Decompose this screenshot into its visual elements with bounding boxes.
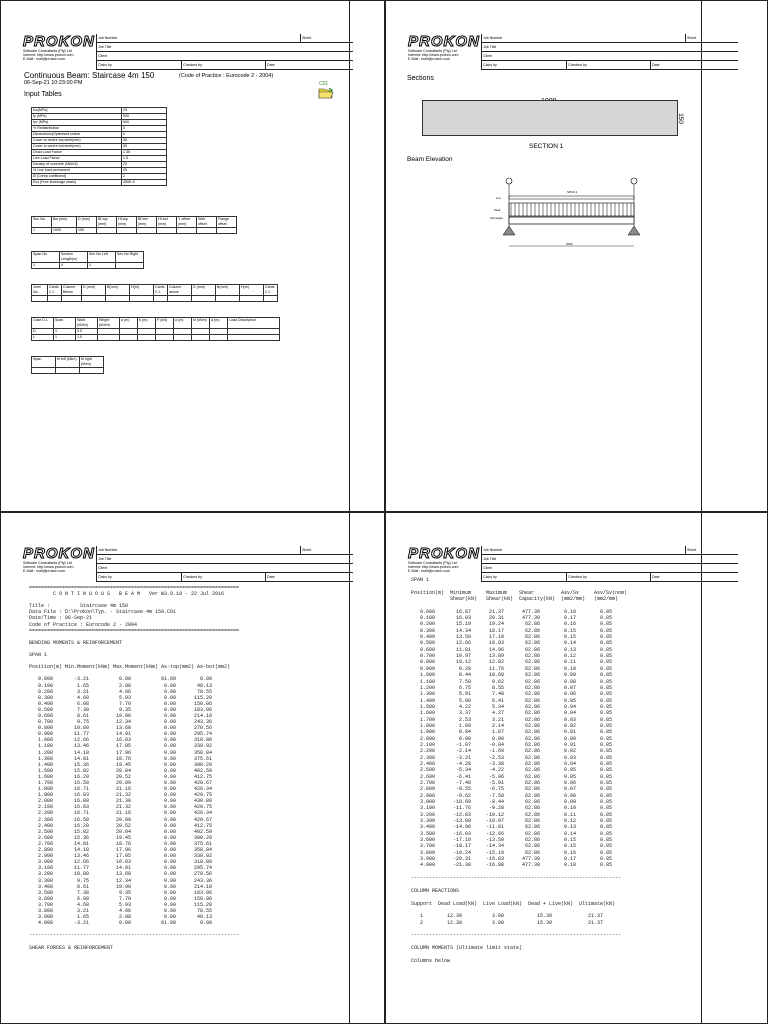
table-cell: Dead Load Factor: [32, 150, 122, 156]
table-cell: Cover to centre bot steel(mm): [32, 144, 122, 150]
table-row: [32, 180, 167, 186]
table-row: [32, 318, 280, 329]
table-cell: 1: [54, 329, 76, 335]
table-cell: [62, 296, 82, 302]
table-cell: [32, 296, 48, 302]
table-cell: Sec No Right: [116, 252, 144, 263]
table-cell: [130, 296, 154, 302]
sheet-label: Sheet: [302, 548, 312, 552]
table-row: [32, 252, 144, 263]
job-title-label: Job Title: [97, 43, 353, 52]
code-of-practice: (Code of Practice : Eurocode 2 - 2004): [179, 73, 274, 79]
table-cell: 3.5: [76, 329, 98, 335]
table-cell: [168, 296, 192, 302]
checked-by-label: Checked by: [183, 575, 202, 579]
table-cell: P (kN): [156, 318, 174, 329]
table-cell: [82, 296, 106, 302]
table-cell: [98, 335, 120, 341]
table-cell: B(mm): [106, 285, 130, 296]
table-cell: [138, 335, 156, 341]
table-cell: [264, 296, 278, 302]
table-cell: Live Load Factor: [32, 156, 122, 162]
table-cell: 350E-6: [122, 180, 167, 186]
table-cell: 35: [122, 138, 167, 144]
table-cell: [174, 335, 192, 341]
calcs-by-label: Calcs by: [483, 63, 497, 67]
table-cell: 1000: [52, 228, 77, 234]
title-block: [23, 546, 353, 582]
table-row: [32, 228, 237, 234]
job-number-label: Job Number: [98, 548, 118, 552]
client-label: Client: [97, 564, 353, 573]
moments-table: [31, 356, 104, 374]
svg-text:Dead: Dead: [494, 209, 501, 212]
table-cell: fy (MPa): [32, 114, 122, 120]
table-cell: [216, 296, 240, 302]
sheet-page-3: [0, 512, 385, 1024]
table-cell: a (m): [174, 318, 192, 329]
table-cell: Bf-bot (mm): [137, 217, 157, 228]
table-cell: Span No: [32, 252, 60, 263]
table-cell: Wa/b (kN/m): [76, 318, 98, 329]
table-cell: [120, 335, 138, 341]
sheet-page-2: [385, 0, 768, 512]
table-cell: [156, 335, 174, 341]
table-cell: Flange offset: [217, 217, 237, 228]
prokon-logo: PROKON Software Consultants (Pty) Ltd Internet: http://www.prokon.com E-Mail : mail@prokon.com: [23, 33, 95, 62]
sections-table: [31, 216, 237, 234]
calcs-by-label: Calcs by: [98, 63, 112, 67]
header-fields: [481, 34, 738, 70]
table-cell: [192, 335, 210, 341]
table-cell: D: [32, 329, 54, 335]
table-cell: fyv (MPa): [32, 120, 122, 126]
table-cell: Cante. C.f.: [49, 285, 60, 294]
section-depth-label: 150: [676, 113, 684, 124]
checked-by-label: Checked by: [568, 575, 587, 579]
table-cell: H(m): [240, 285, 264, 296]
section-name: SECTION 1: [529, 143, 564, 150]
section-rectangle: [422, 100, 678, 136]
table-cell: [106, 296, 130, 302]
sheet-label: Sheet: [687, 548, 697, 552]
table-row: [32, 217, 237, 228]
title-block: [408, 34, 738, 70]
table-cell: Sec No Left: [88, 252, 116, 263]
table-cell: fcu(MPa): [32, 108, 122, 114]
title-block: [23, 34, 353, 70]
table-cell: L: [32, 335, 54, 341]
table-cell: Case D.L: [32, 318, 54, 329]
table-row: [32, 357, 104, 368]
table-cell: 1: [32, 228, 52, 234]
svg-text:Live: Live: [496, 197, 501, 200]
elevation-heading: Beam Elevation: [407, 156, 453, 163]
table-cell: 25: [122, 168, 167, 174]
date-label: Date: [652, 575, 660, 579]
timestamp: 06-Sep-21 10:23:00 PM: [24, 80, 83, 86]
table-cell: 0: [122, 126, 167, 132]
page-right-rule: [701, 513, 702, 1023]
table-cell: 25: [122, 108, 167, 114]
job-title-label: Job Title: [97, 555, 353, 564]
beam-elevation-diagram: [474, 171, 654, 271]
spans-table: [31, 251, 144, 269]
calcs-by-label: Calcs by: [483, 575, 497, 579]
table-cell: 1.5: [122, 156, 167, 162]
span-load-label: SPAN 1: [567, 190, 578, 194]
table-cell: 1.35: [122, 150, 167, 156]
table-cell: B(mm): [216, 285, 240, 296]
table-cell: [117, 228, 137, 234]
date-label: Date: [267, 575, 275, 579]
table-cell: 150: [77, 228, 97, 234]
table-cell: Column above: [168, 285, 192, 296]
table-cell: [210, 335, 228, 341]
table-cell: Y offset (mm): [177, 217, 197, 228]
calcs-by-label: Calcs by: [98, 575, 112, 579]
table-cell: 1: [54, 335, 76, 341]
job-title-label: Job Title: [482, 555, 738, 564]
table-cell: D (mm): [77, 217, 97, 228]
table-cell: Column Below: [62, 285, 82, 296]
table-cell: Wright (kN/m): [98, 318, 120, 329]
table-cell: % Live load permanent: [32, 168, 122, 174]
checked-by-label: Checked by: [568, 63, 587, 67]
table-row: [32, 296, 278, 302]
table-row: [32, 335, 280, 341]
table-cell: [240, 296, 264, 302]
job-number-label: Job Number: [98, 36, 118, 40]
client-label: Client: [97, 52, 353, 61]
table-cell: a (m): [120, 318, 138, 329]
sheet-page-1: [0, 0, 385, 512]
section-heading: Input Tables: [24, 91, 62, 98]
table-cell: Hf-top (mm): [117, 217, 137, 228]
table-cell: 0: [122, 132, 167, 138]
client-label: Client: [482, 52, 738, 61]
header-fields: [96, 34, 353, 70]
table-cell: [177, 228, 197, 234]
table-row: [32, 285, 278, 296]
table-cell: 1: [32, 263, 60, 269]
folder-icon[interactable]: [318, 87, 334, 99]
table-cell: [80, 368, 104, 374]
table-cell: [137, 228, 157, 234]
prokon-logo: PROKON Software Consultants (Pty) Ltd Internet: http://www.prokon.com E-Mail : mail@prokon.com: [408, 33, 480, 62]
columns-table: [31, 284, 278, 302]
table-cell: Cover to centre top steel(mm): [32, 138, 122, 144]
header-fields: [96, 546, 353, 582]
table-cell: Sec No.: [32, 217, 52, 228]
table-cell: Ø (Creep coefficient): [32, 174, 122, 180]
table-cell: Dimensions(Optimised redistr.: [32, 132, 122, 138]
page-right-rule: [701, 1, 702, 511]
page-right-rule: [349, 1, 350, 511]
table-cell: [154, 296, 168, 302]
page-title: Continuous Beam: Staircase 4m 150: [24, 71, 155, 80]
loads-table: [31, 317, 280, 341]
table-row: [32, 368, 104, 374]
table-cell: M right (kNm): [80, 357, 104, 368]
table-cell: 1: [88, 263, 116, 269]
table-cell: [116, 263, 144, 269]
table-cell: Ecs (Free shrinkage strain): [32, 180, 122, 186]
table-cell: 35: [122, 144, 167, 150]
shear-forces-report: SPAN 1 Position(m) Minimum Maximum Shear Asv/Sv Asv/Sv(nom) Shear(kN) Shear(kN) Capacity(kN) (mm2/mm) (mm2/mm) 0.000 16.87 21.37 477.39 0.18 0.85 0.100 16.03 20.31 477.39 0.17 0.85 0.200 15.19 19.24 62.86 0.16 0.85 0.300 14.34 18.17 62.86 0.15 0.85 0.400 13.50 17.10 62.86 0.15 0.85 0.500 12.66 16.03 62.86 0.14 0.85 0.600 11.81 14.96 62.86 0.13 0.85 0.700 10.97 13.89 62.86 0.12 0.85 0.800 10.12 12.82 62.86 0.11 0.85 0.900 9.28 11.76 62.86 0.10 0.85 1.000 8.44 10.69 62.86 0.09 0.85 1.100 7.59 9.62 62.86 0.08 0.85 1.200 6.75 8.55 62.86 0.07 0.85 1.300 5.91 7.48 62.86 0.06 0.85 1.400 5.06 6.41 62.86 0.05 0.85 1.500 4.22 5.34 62.86 0.04 0.85 1.600 3.37 4.27 62.86 0.04 0.85 1.700 2.53 3.21 62.86 0.03 0.85 1.800 1.69 2.14 62.86 0.02 0.85 1.900 0.84 1.07 62.86 0.01 0.85 2.000 0.00 0.00 62.86 0.00 0.85 2.100 -1.07 -0.84 62.86 0.01 0.85 2.200 -2.14 -1.69 62.86 0.02 0.85 2.300 -3.21 -2.53 62.86 0.03 0.85 2.400 -4.28 -3.38 62.86 0.04 0.85 2.500 -5.34 -4.22 62.86 0.05 0.85 2.600 -6.41 -5.06 62.86 0.05 0.85 2.700 -7.48 -5.91 62.86 0.06 0.85 2.800 -8.55 -6.75 62.86 0.07 0.85 2.900 -9.62 -7.59 62.86 0.08 0.85 3.000 -10.69 -8.44 62.86 0.09 0.85 3.100 -11.76 -9.28 62.86 0.10 0.85 3.200 -12.83 -10.12 62.86 0.11 0.85 3.300 -13.89 -10.97 62.86 0.12 0.85 3.400 -14.96 -11.81 62.86 0.13 0.85 3.500 -16.03 -12.66 62.86 0.14 0.85 3.600 -17.10 -13.50 62.86 0.15 0.85 3.700 -18.17 -14.34 62.86 0.15 0.85 3.800 -19.24 -15.19 62.86 0.16 0.85 3.900 -20.31 -16.03 477.39 0.17 0.85 4.000 -21.38 -16.88 477.39 0.18 0.85 ---------------------------------------------------------------------- COLUMN REACTIONS Support Dead Load(kN) Live Load(kN) Dead + Live(kN) Ultimate(kN) 1 12.30 3.00 15.30 21.37 2 12.30 3.00 15.30 21.37 ---------------------------------------------------------------------- COLUMN MOMENTS (Ultimate limit state) Columns below: [411, 577, 628, 964]
bending-moments-report: ====================================================================== C O N T I N U O U S B E A M Ver W3.0.10 - 22 Jul 2016 Title : Staircase 4m 150 Data File : D:\Prokon\Typ. - Staircase 4m 150.C01 Date/Time : 06-Sep-21 Code of Practice : Eurocode 2 - 2004 ====================================================================== BENDING MOMENTS & REINFORCEMENT SPAN 1 Position(m) Min.Moment(kNm) Max.Moment(kNm) As-top(mm2) As-bot(mm2) 0.000 -3.21 0.00 61.89 0.00 0.100 1.65 2.08 0.00 40.13 0.200 3.21 4.06 0.00 78.55 0.300 4.68 5.93 0.00 115.20 0.400 6.08 7.70 0.00 150.06 0.500 7.38 9.35 0.00 183.06 0.600 8.61 10.90 0.00 214.18 0.700 9.75 12.34 0.00 243.36 0.800 10.80 13.68 0.00 270.56 0.900 11.77 14.91 0.00 295.74 1.000 12.66 16.03 0.00 318.88 1.100 13.46 17.05 0.00 339.92 1.200 14.18 17.96 0.00 358.84 1.300 14.81 18.76 0.00 375.61 1.400 15.36 19.45 0.00 390.20 1.500 15.82 20.04 0.00 402.59 1.600 16.20 20.52 0.00 412.75 1.700 16.50 20.89 0.00 420.67 1.800 16.71 21.16 0.00 426.34 1.900 16.83 21.32 0.00 429.75 2.000 16.88 21.38 0.00 430.89 2.100 16.83 21.32 0.00 429.75 2.200 16.71 21.16 0.00 426.34 2.300 16.50 20.89 0.00 420.67 2.400 16.20 20.52 0.00 412.75 2.500 15.82 20.04 0.00 402.59 2.600 15.36 19.45 0.00 390.20 2.700 14.81 18.76 0.00 375.61 2.800 14.18 17.96 0.00 358.84 2.900 13.46 17.05 0.00 339.92 3.000 12.66 16.03 0.00 318.88 3.100 11.77 14.91 0.00 295.74 3.200 10.80 13.68 0.00 270.56 3.300 9.75 12.34 0.00 243.36 3.400 8.61 10.90 0.00 214.18 3.500 7.38 9.35 0.00 183.06 3.600 6.08 7.70 0.00 150.06 3.700 4.68 5.93 0.00 115.20 3.800 3.21 4.06 0.00 78.55 3.900 1.65 2.08 0.00 40.13 4.000 -3.21 0.00 61.89 0.00 ---------------------------------------------------------------------- SHEAR FORCES & REINFORCEMENT: [29, 585, 240, 951]
table-cell: [197, 228, 217, 234]
table-cell: Hf-bot (mm): [157, 217, 177, 228]
table-cell: b (m): [138, 318, 156, 329]
table-cell: Cante. C.f.: [265, 285, 276, 294]
table-cell: Density of concrete (kN/m3): [32, 162, 122, 168]
prokon-logo: PROKON Software Consultants (Pty) Ltd Internet: http://www.prokon.com E-Mail : mail@prokon.com: [408, 545, 480, 574]
table-cell: M left (kNm): [56, 357, 80, 368]
table-cell: 500: [122, 114, 167, 120]
table-cell: [48, 296, 62, 302]
input-parameters-table: [31, 107, 167, 186]
table-cell: Span: [32, 357, 56, 368]
sheet-page-4: [385, 512, 768, 1024]
table-cell: 25: [122, 162, 167, 168]
table-cell: 2: [122, 174, 167, 180]
table-cell: % Redistribution: [32, 126, 122, 132]
table-cell: [157, 228, 177, 234]
sheet-label: Sheet: [302, 36, 312, 40]
table-cell: M (kNm): [192, 318, 210, 329]
table-cell: D (mm): [82, 285, 106, 296]
table-cell: Section Length(m): [60, 252, 88, 263]
page-right-rule: [349, 513, 350, 1023]
job-title-label: Job Title: [482, 43, 738, 52]
client-label: Client: [482, 564, 738, 573]
table-cell: Cante. C.f.: [155, 285, 166, 294]
table-cell: 4: [60, 263, 88, 269]
table-cell: Joint No.: [32, 285, 48, 296]
table-cell: Bf-top (mm): [97, 217, 117, 228]
table-cell: Web offset: [197, 217, 217, 228]
table-cell: [217, 228, 237, 234]
table-cell: Bw (mm): [52, 217, 77, 228]
table-row: [32, 263, 144, 269]
table-cell: D (mm): [192, 285, 216, 296]
table-cell: a (m): [210, 318, 228, 329]
table-cell: [97, 228, 117, 234]
table-cell: 1.5: [76, 335, 98, 341]
table-cell: 500: [122, 120, 167, 126]
table-cell: [32, 368, 56, 374]
table-cell: H(m): [130, 285, 154, 296]
job-number-label: Job Number: [483, 36, 503, 40]
sections-heading: Sections: [407, 75, 434, 82]
job-number-label: Job Number: [483, 548, 503, 552]
table-cell: Span: [54, 318, 76, 329]
table-cell: [192, 296, 216, 302]
svg-text:Self-weight: Self-weight: [490, 217, 503, 220]
table-cell: [228, 335, 280, 341]
date-label: Date: [652, 63, 660, 67]
table-cell: [56, 368, 80, 374]
span-length-label: 4000: [566, 242, 573, 246]
file-label: C01: [319, 81, 329, 87]
sheet-label: Sheet: [687, 36, 697, 40]
table-cell: Load Description: [228, 318, 280, 329]
date-label: Date: [267, 63, 275, 67]
prokon-logo: PROKON Software Consultants (Pty) Ltd Internet: http://www.prokon.com E-Mail : mail@prokon.com: [23, 545, 95, 574]
checked-by-label: Checked by: [183, 63, 202, 67]
